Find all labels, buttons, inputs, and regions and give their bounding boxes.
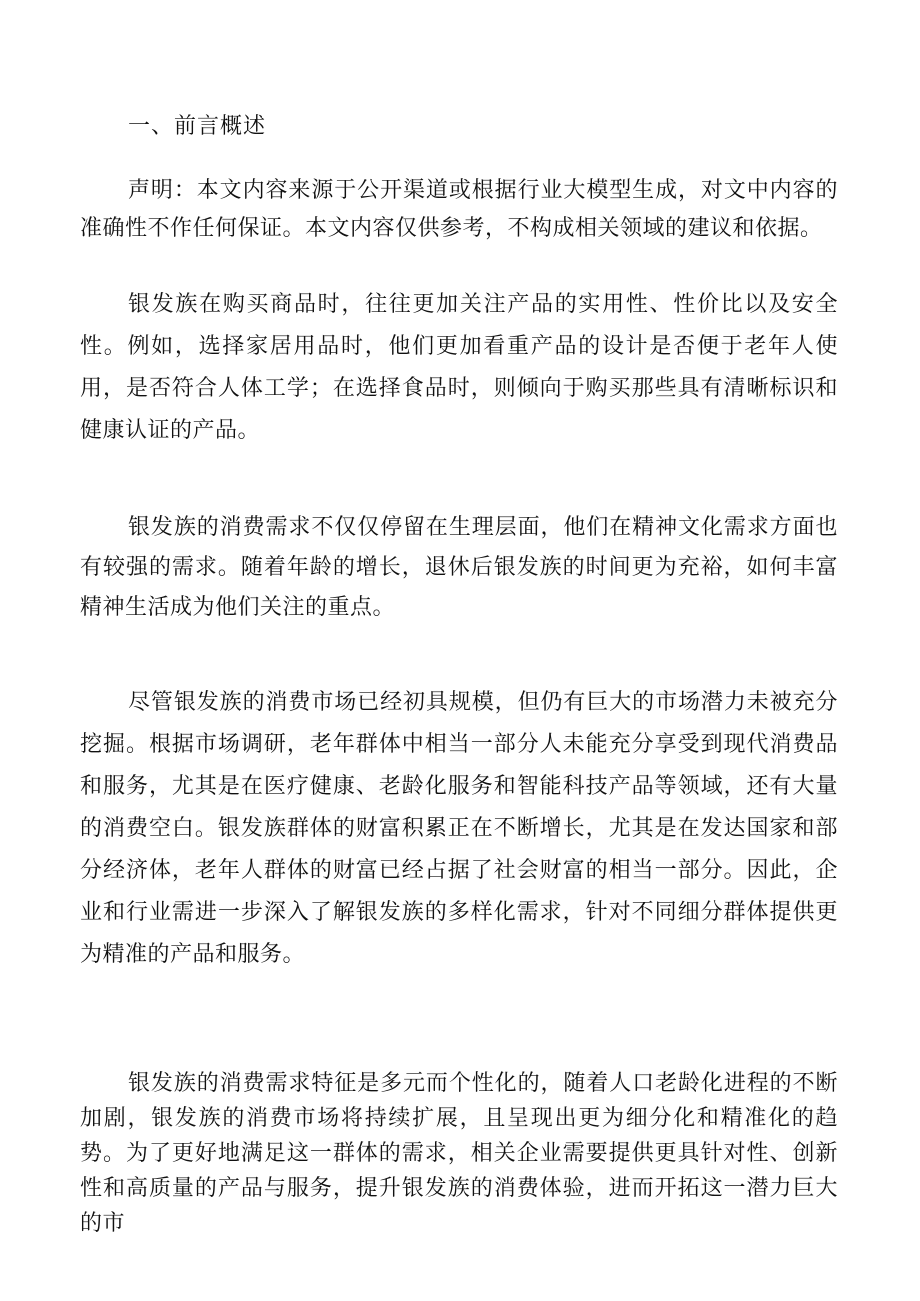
body-paragraph: 银发族的消费需求特征是多元而个性化的，随着人口老龄化进程的不断加剧，银发族的消费市场将持续扩展，且呈现出更为细分化和精准化的趋势。为了更好地满足这一群体的需求，相关企业需要提供更具针对性、创新性和高质量的产品与服务，提升银发族的消费体验，进而开拓这一潜力巨大的市 xyxy=(80,1071,838,1236)
body-paragraph: 银发族在购买商品时，往往更加关注产品的实用性、性价比以及安全性。例如，选择家居用品时，他们更加看重产品的设计是否便于老年人使用，是否符合人体工学；在选择食品时，则倾向于购买那些具有清晰标识和健康认证的产品。 xyxy=(80,292,838,443)
body-paragraph: 银发族的消费需求不仅仅停留在生理层面，他们在精神文化需求方面也有较强的需求。随着年龄的增长，退休后银发族的时间更为充裕，如何丰富精神生活成为他们关注的重点。 xyxy=(80,515,838,620)
section-heading: 一、前言概述 xyxy=(128,114,267,139)
body-paragraph: 尽管银发族的消费市场已经初具规模，但仍有巨大的市场潜力未被充分挖掘。根据市场调研，老年群体中相当一部分人未能充分享受到现代消费品和服务，尤其是在医疗健康、老龄化服务和智能科技产品等领域，还有大量的消费空白。银发族群体的财富积累正在不断增长，尤其是在发达国家和部分经济体，老年人群体的财富已经占据了社会财富的相当一部分。因此，企业和行业需进一步深入了解银发族的多样化需求，针对不同细分群体提供更为精准的产品和服务。 xyxy=(80,690,838,967)
disclaimer-paragraph: 声明：本文内容来源于公开渠道或根据行业大模型生成，对文中内容的准确性不作任何保证。本文内容仅供参考，不构成相关领域的建议和依据。 xyxy=(80,178,838,241)
